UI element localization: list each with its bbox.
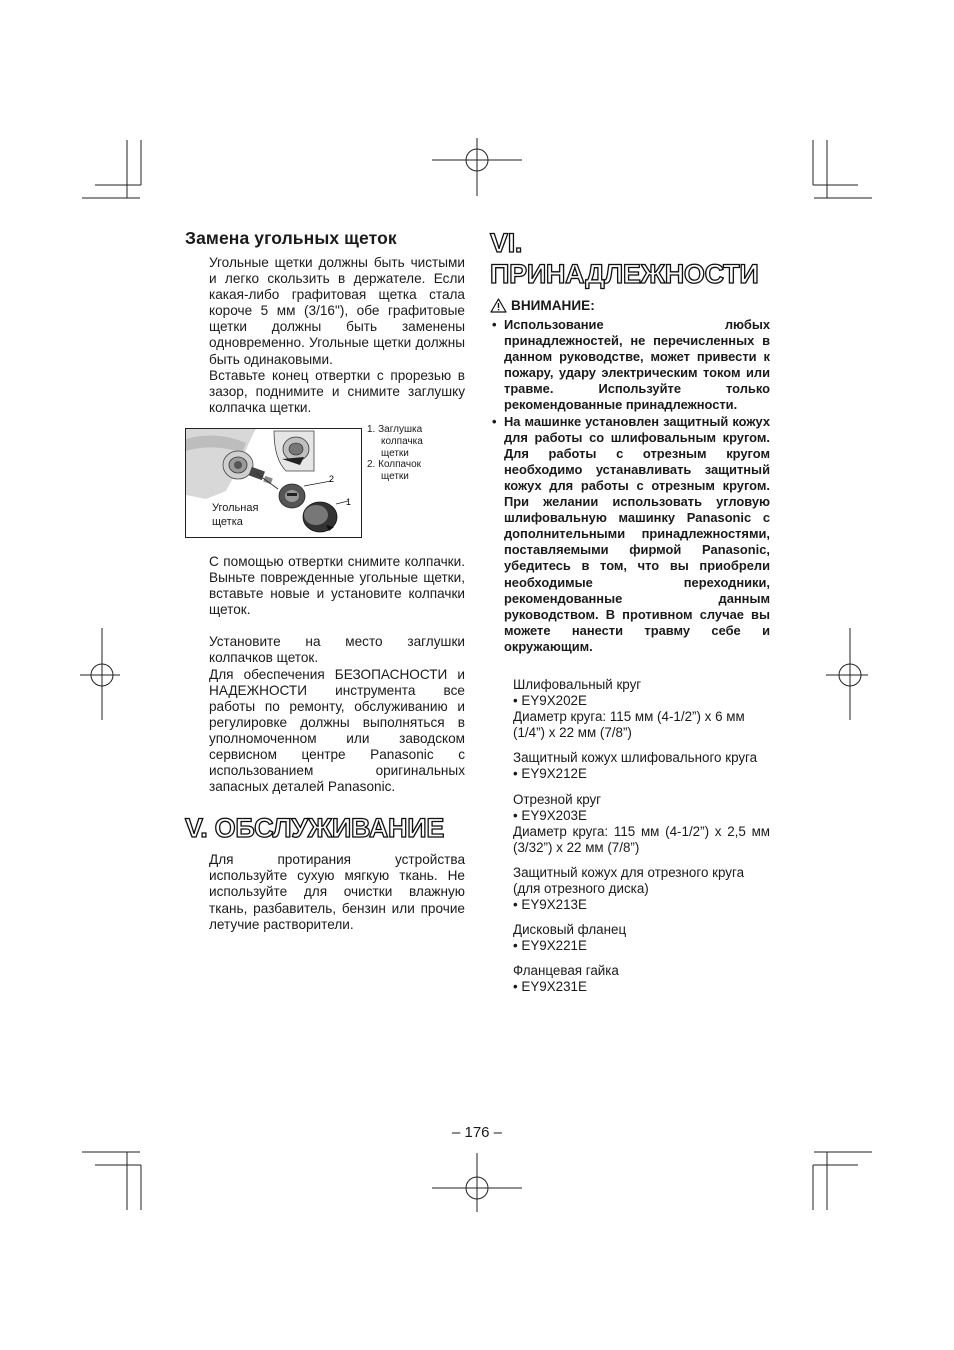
figure-legend bbox=[367, 424, 447, 483]
callout-number-1: 1 bbox=[346, 496, 352, 507]
brush-heading: Замена угольных щеток bbox=[185, 228, 397, 248]
left-column bbox=[185, 228, 465, 933]
warning-label: ВНИМАНИЕ: bbox=[511, 298, 595, 313]
bullet: • bbox=[492, 317, 497, 332]
accessory-list bbox=[513, 677, 770, 996]
service-text bbox=[209, 852, 465, 932]
warning-list bbox=[490, 317, 770, 655]
accessory-item bbox=[513, 792, 770, 856]
service-paragraph: Для протирания устройства используйте сухую мягкую ткань. Не используйте для очистки влажную ткань, разбавитель, бензин или прочие летучие растворители. bbox=[209, 852, 465, 932]
accessory-description: Диаметр круга: 115 мм (4-1/2”) x 2,5 мм (3/32”) x 22 мм (7/8”) bbox=[513, 823, 770, 855]
page-number: – 176 – bbox=[451, 1124, 503, 1141]
figure-label-carbon-brush: Угольная щетка bbox=[212, 501, 259, 528]
accessory-code: • EY9X213E bbox=[513, 897, 587, 913]
accessory-code: • EY9X221E bbox=[513, 938, 587, 954]
accessory-name: Дисковый фланец bbox=[513, 922, 627, 938]
accessory-item bbox=[513, 750, 770, 782]
accessory-code: • EY9X202E bbox=[513, 693, 587, 709]
brush-text-continued bbox=[209, 554, 465, 795]
accessory-description: Диаметр круга: 115 мм (4-1/2”) x 6 мм (1/4”) x 22 мм (7/8”) bbox=[513, 709, 745, 741]
brush-text bbox=[209, 255, 465, 416]
accessory-name: Фланцевая гайка bbox=[513, 963, 619, 979]
right-column bbox=[490, 228, 770, 1005]
legend-item-2: 2. Колпачок щетки bbox=[367, 459, 422, 483]
legend-item-1: 1. Заглушка колпачка щетки bbox=[367, 423, 423, 459]
brush-paragraph-2: Вставьте конец отвертки с прорезью в зазор, поднимите и снимите заглушку колпачка щетки. bbox=[209, 367, 465, 415]
warning-item: • Использование любых принадлежностей, не перечисленных в данном руководстве, может привести к пожару, удару электрическим током или травме. Используйте только рекомендованные принадлежности. bbox=[492, 317, 770, 413]
accessory-name: Защитный кожух для отрезного круга (для отрезного диска) bbox=[513, 864, 745, 896]
accessories-section-title: VI. ПРИНАДЛЕЖНОСТИ bbox=[490, 228, 759, 289]
brush-paragraph-1: Угольные щетки должны быть чистыми и легко скользить в держателе. Если какая-либо графитовая щетка стала короче 5 мм (3/16"), обе графитовые щетки должны быть заменены одновременно. Угольные щетки должны быть одинаковыми. bbox=[209, 255, 465, 367]
accessory-name: Отрезной круг bbox=[513, 791, 602, 807]
warning-heading bbox=[490, 298, 770, 313]
accessory-name: Шлифовальный круг bbox=[513, 676, 642, 692]
accessory-item bbox=[513, 865, 770, 913]
service-section-title: V. ОБСЛУЖИВАНИЕ bbox=[185, 813, 445, 844]
accessory-code: • EY9X212E bbox=[513, 766, 587, 782]
brush-figure bbox=[185, 423, 445, 540]
callout-number-2: 2 bbox=[329, 473, 335, 484]
bullet: • bbox=[492, 413, 497, 429]
accessory-item bbox=[513, 677, 770, 741]
accessory-code: • EY9X231E bbox=[513, 979, 587, 995]
accessory-item bbox=[513, 922, 770, 954]
warning-item: • На машинке установлен защитный кожух для работы со шлифовальным кругом. Для работы с отрезным кругом необходимо устанавливать защитный кожух для работы с отрезным кругом. При желании использовать угловую шлифовальную машинку Panasonic с дополнительными принадлежностями, поставляемыми фирмой Panasonic, убедитесь в том, что вы приобрели необходимые переходники, рекомендованные данным руководством. В противном случае вы можете нанести травму себе и окружающим. bbox=[492, 413, 770, 654]
accessory-code: • EY9X203E bbox=[513, 807, 587, 823]
brush-illustration bbox=[185, 428, 362, 538]
brush-paragraph-5: Для обеспечения БЕЗОПАСНОСТИ и НАДЕЖНОСТИ инструмента все работы по ремонту, обслуживанию и регулировке должны выполняться в уполномоченном или заводском сервисном центре Panasonic с использованием оригинальных запасных деталей Panasonic. bbox=[209, 666, 465, 795]
brush-paragraph-3: С помощью отвертки снимите колпачки. Выньте поврежденные угольные щетки, вставьте новые и установите колпачки щеток. bbox=[209, 553, 465, 618]
accessory-name: Защитный кожух шлифовального круга bbox=[513, 750, 758, 766]
brush-paragraph-4: Установите на место заглушки колпачков щеток. bbox=[209, 634, 465, 666]
accessory-item bbox=[513, 963, 770, 995]
warning-triangle-icon bbox=[490, 298, 507, 313]
